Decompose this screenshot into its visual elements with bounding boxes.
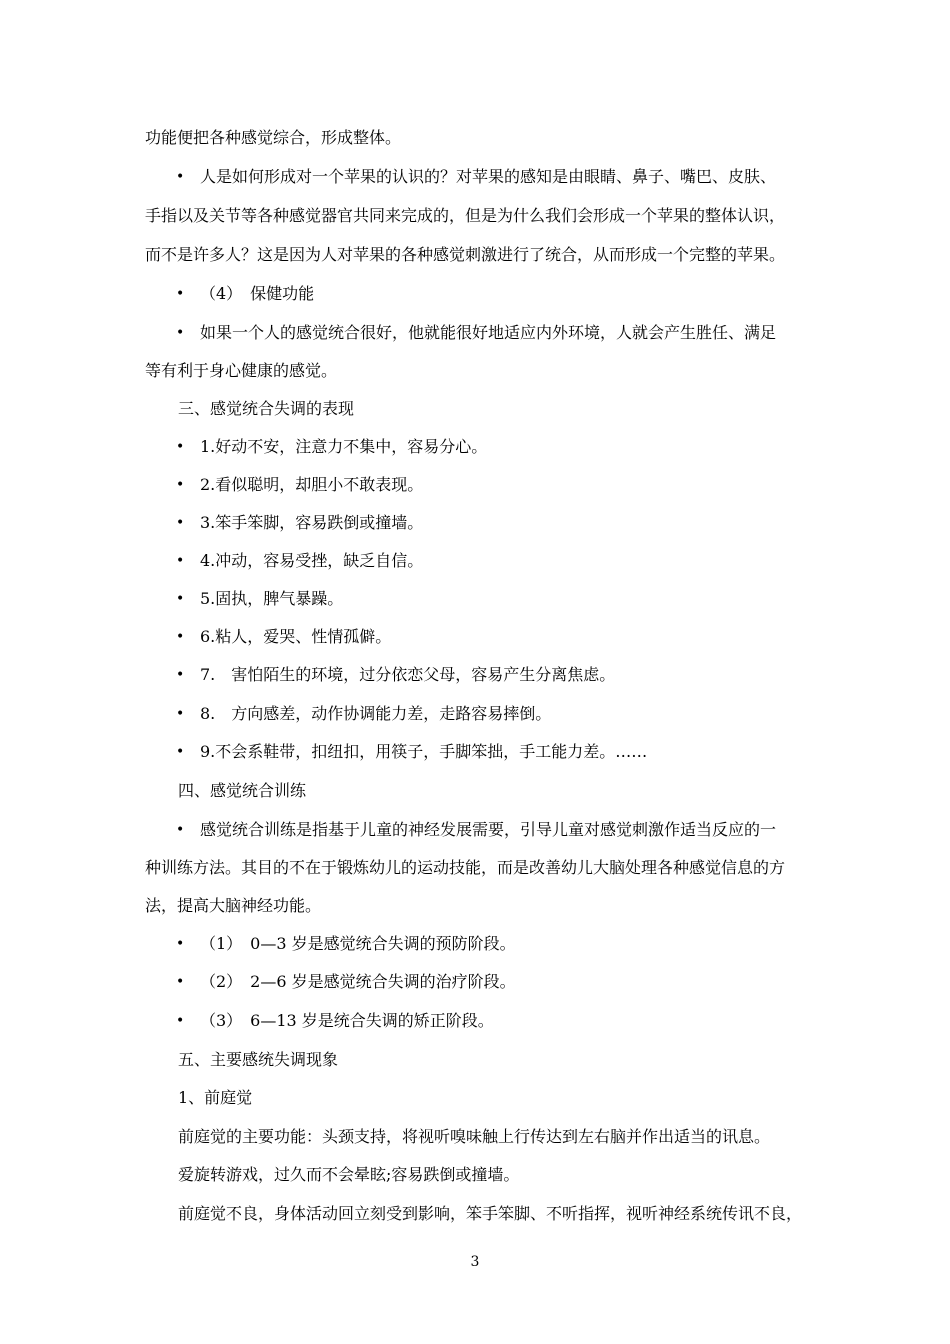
subsection-heading: 1、前庭觉 <box>178 1088 253 1107</box>
bullet: • <box>176 706 185 722</box>
bullet: • <box>176 936 185 952</box>
list-item: （2） 2—6 岁是感觉统合失调的治疗阶段。 <box>200 972 516 991</box>
list-item: 3.笨手笨脚，容易跌倒或撞墙。 <box>200 513 424 532</box>
text-line: 手指以及关节等各种感觉器官共同来完成的，但是为什么我们会形成一个苹果的整体认识， <box>145 206 786 225</box>
list-item: 7. 害怕陌生的环境，过分依恋父母，容易产生分离焦虑。 <box>200 665 616 684</box>
text-line: 感觉统合训练是指基于儿童的神经发展需要，引导儿童对感觉刺激作适当反应的一 <box>200 820 777 839</box>
list-item: （1） 0—3 岁是感觉统合失调的预防阶段。 <box>200 934 516 953</box>
bullet: • <box>176 629 185 645</box>
list-item: 2.看似聪明，却胆小不敢表现。 <box>200 475 424 494</box>
bullet: • <box>176 744 185 760</box>
page-number: 3 <box>470 1254 480 1270</box>
section-heading: （4） 保健功能 <box>200 284 315 303</box>
list-item: 9.不会系鞋带，扣纽扣，用筷子，手脚笨拙，手工能力差。…… <box>200 742 648 761</box>
text-line: 种训练方法。其目的不在于锻炼幼儿的运动技能，而是改善幼儿大脑处理各种感觉信息的方 <box>145 858 786 877</box>
text-line: 而不是许多人？这是因为人对苹果的各种感觉刺激进行了统合，从而形成一个完整的苹果。 <box>145 245 786 264</box>
list-item: 4.冲动，容易受挫，缺乏自信。 <box>200 551 424 570</box>
text-line: 等有利于身心健康的感觉。 <box>145 361 338 380</box>
text-line: 如果一个人的感觉统合很好，他就能很好地适应内外环境，人就会产生胜任、满足 <box>200 323 777 342</box>
bullet: • <box>176 439 185 455</box>
section-heading: 五、主要感统失调现象 <box>178 1050 339 1069</box>
text-line: 前庭觉不良，身体活动回立刻受到影响，笨手笨脚、不听指挥，视听神经系统传讯不良， <box>178 1204 803 1223</box>
text-line: 爱旋转游戏，过久而不会晕眩;容易跌倒或撞墙。 <box>178 1165 520 1184</box>
bullet: • <box>176 286 185 302</box>
bullet: • <box>176 553 185 569</box>
list-item: 5.固执，脾气暴躁。 <box>200 589 344 608</box>
bullet: • <box>176 974 185 990</box>
list-item: （3） 6—13 岁是统合失调的矫正阶段。 <box>200 1011 494 1030</box>
bullet: • <box>176 477 185 493</box>
list-item: 8. 方向感差，动作协调能力差，走路容易摔倒。 <box>200 704 552 723</box>
bullet: • <box>176 169 185 185</box>
section-heading: 四、感觉统合训练 <box>178 781 307 800</box>
text-line: 法，提高大脑神经功能。 <box>145 896 322 915</box>
bullet: • <box>176 325 185 341</box>
bullet: • <box>176 1013 185 1029</box>
list-item: 6.粘人，爱哭、性情孤僻。 <box>200 627 392 646</box>
text-line: 人是如何形成对一个苹果的认识的？对苹果的感知是由眼睛、鼻子、嘴巴、皮肤、 <box>200 167 777 186</box>
bullet: • <box>176 822 185 838</box>
section-heading: 三、感觉统合失调的表现 <box>178 399 355 418</box>
bullet: • <box>176 515 185 531</box>
bullet: • <box>176 591 185 607</box>
list-item: 1.好动不安，注意力不集中，容易分心。 <box>200 437 488 456</box>
text-line: 前庭觉的主要功能：头颈支持，将视听嗅味触上行传达到左右脑并作出适当的讯息。 <box>178 1127 771 1146</box>
text-line: 功能便把各种感觉综合，形成整体。 <box>145 128 402 147</box>
bullet: • <box>176 667 185 683</box>
